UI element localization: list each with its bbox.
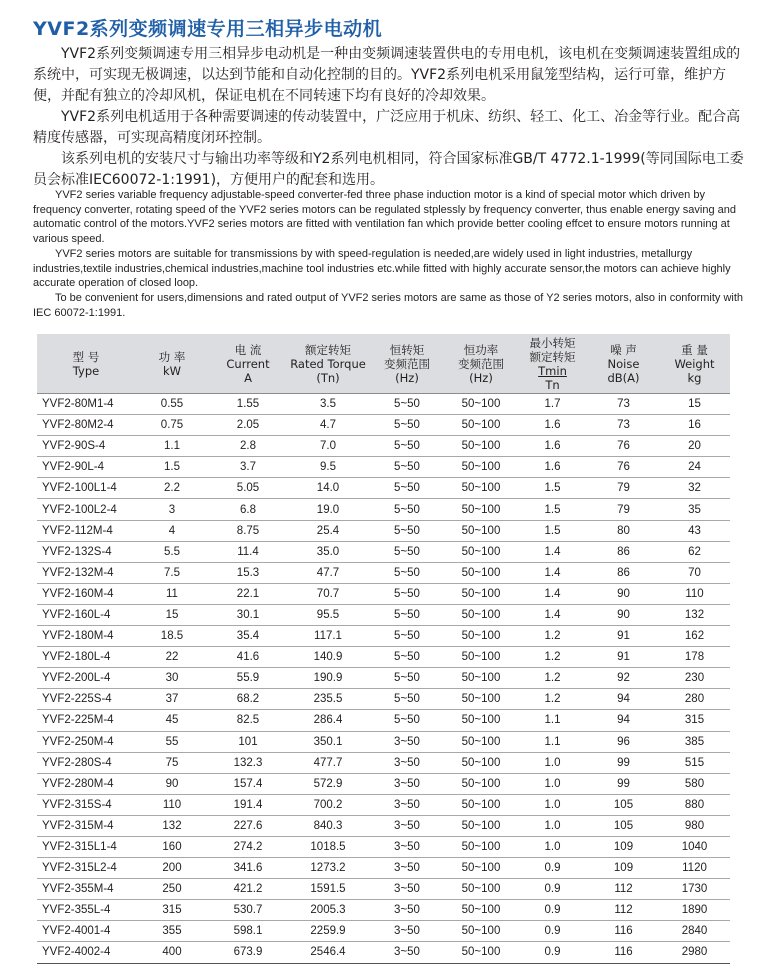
- cell-rated-torque: 47.7: [287, 562, 369, 583]
- cell-constant-torque-range: 5~50: [369, 604, 445, 625]
- cell-noise: 91: [588, 626, 659, 647]
- table-row: [37, 668, 730, 689]
- cell-constant-torque-range: 5~50: [369, 394, 445, 415]
- cell-noise: 109: [588, 858, 659, 879]
- cell-rated-torque: 2546.4: [287, 942, 369, 963]
- cell-current: 35.4: [209, 626, 287, 647]
- cell-constant-power-range: 50~100: [445, 457, 517, 478]
- cell-noise: 76: [588, 436, 659, 457]
- cell-constant-torque-range: 5~50: [369, 520, 445, 541]
- cell-rated-torque: 140.9: [287, 647, 369, 668]
- cell-constant-torque-range: 5~50: [369, 647, 445, 668]
- cell-constant-power-range: 50~100: [445, 752, 517, 773]
- cell-type: YVF2-90L-4: [37, 457, 135, 478]
- cell-current: 8.75: [209, 520, 287, 541]
- cell-rated-torque: 190.9: [287, 668, 369, 689]
- cell-weight: 1730: [659, 879, 730, 900]
- cell-constant-torque-range: 5~50: [369, 478, 445, 499]
- cell-weight: 980: [659, 815, 730, 836]
- table-row: [37, 815, 730, 836]
- cell-constant-power-range: 50~100: [445, 815, 517, 836]
- cell-weight: 2980: [659, 942, 730, 963]
- cell-constant-torque-range: 3~50: [369, 858, 445, 879]
- cell-power: 37: [135, 689, 209, 710]
- cell-type: YVF2-225S-4: [37, 689, 135, 710]
- cell-constant-power-range: 50~100: [445, 499, 517, 520]
- cell-constant-power-range: 50~100: [445, 478, 517, 499]
- cell-noise: 79: [588, 499, 659, 520]
- cell-power: 55: [135, 731, 209, 752]
- cell-power: 400: [135, 942, 209, 963]
- table-row: [37, 879, 730, 900]
- cell-weight: 15: [659, 394, 730, 415]
- cell-current: 2.05: [209, 415, 287, 436]
- cell-constant-power-range: 50~100: [445, 436, 517, 457]
- cell-rated-torque: 2005.3: [287, 900, 369, 921]
- table-row: [37, 900, 730, 921]
- cell-rated-torque: 1018.5: [287, 836, 369, 857]
- table-row: [37, 562, 730, 583]
- cell-constant-torque-range: 3~50: [369, 942, 445, 963]
- cell-weight: 162: [659, 626, 730, 647]
- cell-current: 6.8: [209, 499, 287, 520]
- cell-noise: 86: [588, 541, 659, 562]
- cell-rated-torque: 700.2: [287, 794, 369, 815]
- cell-current: 530.7: [209, 900, 287, 921]
- cell-type: YVF2-160L-4: [37, 604, 135, 625]
- cell-type: YVF2-80M2-4: [37, 415, 135, 436]
- cell-current: 15.3: [209, 562, 287, 583]
- cell-noise: 79: [588, 478, 659, 499]
- cell-power: 110: [135, 794, 209, 815]
- cell-torque-ratio: 1.6: [517, 436, 588, 457]
- cell-type: YVF2-315S-4: [37, 794, 135, 815]
- cell-constant-torque-range: 5~50: [369, 583, 445, 604]
- cell-noise: 105: [588, 815, 659, 836]
- cell-current: 274.2: [209, 836, 287, 857]
- cell-constant-power-range: 50~100: [445, 583, 517, 604]
- cell-torque-ratio: 1.0: [517, 773, 588, 794]
- header-current: 电 流 Current A: [209, 334, 287, 394]
- cell-type: YVF2-355L-4: [37, 900, 135, 921]
- table-row: [37, 499, 730, 520]
- table-body: [37, 394, 730, 964]
- cell-constant-torque-range: 5~50: [369, 457, 445, 478]
- table-row: [37, 794, 730, 815]
- cell-torque-ratio: 1.4: [517, 541, 588, 562]
- cell-noise: 99: [588, 752, 659, 773]
- cell-power: 132: [135, 815, 209, 836]
- cell-type: YVF2-112M-4: [37, 520, 135, 541]
- cell-rated-torque: 477.7: [287, 752, 369, 773]
- cell-weight: 515: [659, 752, 730, 773]
- cell-rated-torque: 1273.2: [287, 858, 369, 879]
- cell-current: 421.2: [209, 879, 287, 900]
- header-type: 型 号 Type: [37, 334, 135, 394]
- cell-constant-torque-range: 3~50: [369, 752, 445, 773]
- cell-torque-ratio: 1.4: [517, 583, 588, 604]
- cell-rated-torque: 2259.9: [287, 921, 369, 942]
- cell-current: 191.4: [209, 794, 287, 815]
- cell-power: 11: [135, 583, 209, 604]
- cell-weight: 178: [659, 647, 730, 668]
- cell-noise: 94: [588, 689, 659, 710]
- cell-constant-power-range: 50~100: [445, 731, 517, 752]
- header-noise: 噪 声 Noise dB(A): [588, 334, 659, 394]
- table-row: [37, 541, 730, 562]
- cell-current: 22.1: [209, 583, 287, 604]
- cell-type: YVF2-180L-4: [37, 647, 135, 668]
- motor-spec-table: [37, 334, 730, 964]
- cell-weight: 16: [659, 415, 730, 436]
- cell-constant-torque-range: 5~50: [369, 710, 445, 731]
- cell-constant-power-range: 50~100: [445, 773, 517, 794]
- cell-current: 1.55: [209, 394, 287, 415]
- cell-constant-power-range: 50~100: [445, 415, 517, 436]
- header-power: 功 率 kW: [135, 334, 209, 394]
- cell-noise: 90: [588, 583, 659, 604]
- cell-power: 250: [135, 879, 209, 900]
- cell-constant-torque-range: 3~50: [369, 731, 445, 752]
- cell-noise: 73: [588, 394, 659, 415]
- cell-weight: 280: [659, 689, 730, 710]
- en-paragraph-intro-text: YVF2 series variable frequency adjustable-speed converter-fed three phase induction motor is a kind of special motor which driven by frequency converter, rotating speed of the YVF2 series motors can be regulated stplessly by frequency converter, thus enable energy saving and automatic control of the motors.YVF2 series motors are fitted with ventilation fan which provide better cooling effcet to ensure motors running at various speed.: [33, 189, 736, 245]
- table-row: [37, 921, 730, 942]
- cell-constant-torque-range: 5~50: [369, 541, 445, 562]
- table-row: [37, 478, 730, 499]
- cell-weight: 62: [659, 541, 730, 562]
- cell-type: YVF2-250M-4: [37, 731, 135, 752]
- cell-weight: 315: [659, 710, 730, 731]
- cell-type: YVF2-132M-4: [37, 562, 135, 583]
- cn-paragraph-standard: [33, 149, 748, 191]
- cell-constant-power-range: 50~100: [445, 562, 517, 583]
- cell-current: 5.05: [209, 478, 287, 499]
- cell-torque-ratio: 1.4: [517, 562, 588, 583]
- cell-rated-torque: 840.3: [287, 815, 369, 836]
- cell-torque-ratio: 1.7: [517, 394, 588, 415]
- cell-current: 341.6: [209, 858, 287, 879]
- cell-constant-power-range: 50~100: [445, 604, 517, 625]
- cell-constant-power-range: 50~100: [445, 900, 517, 921]
- cell-rated-torque: 1591.5: [287, 879, 369, 900]
- cell-type: YVF2-180M-4: [37, 626, 135, 647]
- cn-paragraph-intro-text: YVF2系列变频调速专用三相异步电动机是一种由变频调速装置供电的专用电机，该电机在变频调速装置组成的系统中，可实现无极调速，以达到节能和自动化控制的目的。YVF2系列电机采用鼠笼型结构，运行可靠，维护方便，并配有独立的冷却风机，保证电机在不同转速下均有良好的冷却效果。: [33, 46, 741, 104]
- cell-weight: 385: [659, 731, 730, 752]
- table-row: [37, 604, 730, 625]
- table-row: [37, 394, 730, 415]
- cell-noise: 91: [588, 647, 659, 668]
- cell-power: 0.55: [135, 394, 209, 415]
- cell-current: 11.4: [209, 541, 287, 562]
- table-row: [37, 520, 730, 541]
- cell-weight: 70: [659, 562, 730, 583]
- table-row: [37, 689, 730, 710]
- header-weight: 重 量 Weight kg: [659, 334, 730, 394]
- cell-constant-power-range: 50~100: [445, 794, 517, 815]
- cell-power: 315: [135, 900, 209, 921]
- cell-current: 68.2: [209, 689, 287, 710]
- cell-current: 598.1: [209, 921, 287, 942]
- cell-rated-torque: 70.7: [287, 583, 369, 604]
- cell-current: 157.4: [209, 773, 287, 794]
- cell-type: YVF2-90S-4: [37, 436, 135, 457]
- cell-constant-power-range: 50~100: [445, 689, 517, 710]
- table-row: [37, 942, 730, 963]
- cell-type: YVF2-160M-4: [37, 583, 135, 604]
- table-row: [37, 436, 730, 457]
- cell-weight: 580: [659, 773, 730, 794]
- cell-torque-ratio: 1.0: [517, 815, 588, 836]
- cell-constant-power-range: 50~100: [445, 858, 517, 879]
- cell-type: YVF2-225M-4: [37, 710, 135, 731]
- cell-power: 2.2: [135, 478, 209, 499]
- cell-type: YVF2-315L2-4: [37, 858, 135, 879]
- cell-constant-torque-range: 3~50: [369, 815, 445, 836]
- cell-weight: 880: [659, 794, 730, 815]
- cell-rated-torque: 35.0: [287, 541, 369, 562]
- table-row: [37, 415, 730, 436]
- cell-current: 2.8: [209, 436, 287, 457]
- cell-type: YVF2-100L2-4: [37, 499, 135, 520]
- cell-constant-power-range: 50~100: [445, 626, 517, 647]
- cell-noise: 96: [588, 731, 659, 752]
- cell-constant-torque-range: 3~50: [369, 900, 445, 921]
- cell-rated-torque: 572.9: [287, 773, 369, 794]
- cell-type: YVF2-280S-4: [37, 752, 135, 773]
- cell-torque-ratio: 1.2: [517, 689, 588, 710]
- cell-torque-ratio: 1.5: [517, 478, 588, 499]
- cell-weight: 43: [659, 520, 730, 541]
- cell-torque-ratio: 1.5: [517, 520, 588, 541]
- cell-constant-torque-range: 5~50: [369, 415, 445, 436]
- cell-power: 3: [135, 499, 209, 520]
- cell-power: 160: [135, 836, 209, 857]
- cell-type: YVF2-315M-4: [37, 815, 135, 836]
- table-row: [37, 731, 730, 752]
- cell-type: YVF2-200L-4: [37, 668, 135, 689]
- cell-weight: 110: [659, 583, 730, 604]
- cell-power: 0.75: [135, 415, 209, 436]
- cell-type: YVF2-4002-4: [37, 942, 135, 963]
- cell-power: 18.5: [135, 626, 209, 647]
- cell-torque-ratio: 1.0: [517, 752, 588, 773]
- cell-noise: 80: [588, 520, 659, 541]
- cell-current: 82.5: [209, 710, 287, 731]
- cell-torque-ratio: 1.1: [517, 731, 588, 752]
- cell-rated-torque: 7.0: [287, 436, 369, 457]
- en-paragraph-application-text: YVF2 series motors are suitable for transmissions by with speed-regulation is needed,are widely used in light industries, metallurgy industries,textile industries,chemical industries,machine tool industries etc.while fitted with highly accurate sensor,the motors can achieve highly accurate operation of closed loop.: [33, 248, 731, 289]
- cell-constant-power-range: 50~100: [445, 921, 517, 942]
- table-row: [37, 752, 730, 773]
- cell-power: 15: [135, 604, 209, 625]
- cell-constant-power-range: 50~100: [445, 541, 517, 562]
- cn-paragraph-intro: [33, 44, 748, 107]
- cell-torque-ratio: 0.9: [517, 900, 588, 921]
- cell-weight: 132: [659, 604, 730, 625]
- cell-weight: 32: [659, 478, 730, 499]
- cell-weight: 1120: [659, 858, 730, 879]
- cell-power: 7.5: [135, 562, 209, 583]
- cell-type: YVF2-355M-4: [37, 879, 135, 900]
- cell-constant-power-range: 50~100: [445, 647, 517, 668]
- cell-torque-ratio: 1.4: [517, 604, 588, 625]
- cell-torque-ratio: 1.2: [517, 626, 588, 647]
- cell-constant-torque-range: 5~50: [369, 689, 445, 710]
- header-constant-power-range: 恒功率 变频范围 (Hz): [445, 334, 517, 394]
- page-title: YVF2系列变频调速专用三相异步电动机: [33, 18, 383, 40]
- cell-current: 3.7: [209, 457, 287, 478]
- cell-rated-torque: 3.5: [287, 394, 369, 415]
- en-paragraph-application: [33, 247, 748, 291]
- cell-weight: 24: [659, 457, 730, 478]
- cn-paragraph-application-text: YVF2系列电机适用于各种需要调速的传动装置中，广泛应用于机床、纺织、轻工、化工、冶金等行业。配合高精度传感器，可实现高精度闭环控制。: [33, 109, 741, 146]
- cell-constant-torque-range: 5~50: [369, 562, 445, 583]
- cell-torque-ratio: 0.9: [517, 942, 588, 963]
- cell-rated-torque: 95.5: [287, 604, 369, 625]
- cell-type: YVF2-4001-4: [37, 921, 135, 942]
- cell-noise: 76: [588, 457, 659, 478]
- en-paragraph-intro: [33, 188, 748, 246]
- cell-torque-ratio: 1.2: [517, 668, 588, 689]
- cell-constant-torque-range: 5~50: [369, 436, 445, 457]
- cell-constant-torque-range: 3~50: [369, 836, 445, 857]
- cell-type: YVF2-100L1-4: [37, 478, 135, 499]
- cell-power: 75: [135, 752, 209, 773]
- cell-torque-ratio: 0.9: [517, 921, 588, 942]
- cell-current: 227.6: [209, 815, 287, 836]
- cell-noise: 90: [588, 604, 659, 625]
- cell-constant-power-range: 50~100: [445, 394, 517, 415]
- cell-constant-torque-range: 5~50: [369, 499, 445, 520]
- cell-weight: 1040: [659, 836, 730, 857]
- cell-power: 22: [135, 647, 209, 668]
- cell-constant-power-range: 50~100: [445, 836, 517, 857]
- cell-power: 355: [135, 921, 209, 942]
- cell-type: YVF2-280M-4: [37, 773, 135, 794]
- cell-weight: 20: [659, 436, 730, 457]
- cell-type: YVF2-132S-4: [37, 541, 135, 562]
- cell-constant-power-range: 50~100: [445, 668, 517, 689]
- cell-torque-ratio: 1.2: [517, 647, 588, 668]
- table-row: [37, 710, 730, 731]
- cell-constant-torque-range: 5~50: [369, 668, 445, 689]
- cell-rated-torque: 14.0: [287, 478, 369, 499]
- cell-constant-torque-range: 3~50: [369, 921, 445, 942]
- cell-noise: 99: [588, 773, 659, 794]
- header-torque-ratio: 最小转矩 额定转矩 Tmin Tn: [517, 334, 588, 394]
- cell-type: YVF2-80M1-4: [37, 394, 135, 415]
- cell-current: 30.1: [209, 604, 287, 625]
- cell-torque-ratio: 0.9: [517, 879, 588, 900]
- cell-constant-power-range: 50~100: [445, 879, 517, 900]
- cell-torque-ratio: 1.5: [517, 499, 588, 520]
- cell-current: 55.9: [209, 668, 287, 689]
- header-constant-torque-range: 恒转矩 变频范围 (Hz): [369, 334, 445, 394]
- cell-power: 200: [135, 858, 209, 879]
- cell-noise: 73: [588, 415, 659, 436]
- cell-power: 5.5: [135, 541, 209, 562]
- cell-noise: 112: [588, 900, 659, 921]
- cell-current: 41.6: [209, 647, 287, 668]
- cell-rated-torque: 25.4: [287, 520, 369, 541]
- cell-weight: 230: [659, 668, 730, 689]
- cell-rated-torque: 9.5: [287, 457, 369, 478]
- cell-rated-torque: 286.4: [287, 710, 369, 731]
- cell-weight: 1890: [659, 900, 730, 921]
- cell-noise: 94: [588, 710, 659, 731]
- cell-current: 101: [209, 731, 287, 752]
- cell-constant-power-range: 50~100: [445, 520, 517, 541]
- cell-weight: 35: [659, 499, 730, 520]
- cell-power: 1.5: [135, 457, 209, 478]
- cell-noise: 116: [588, 942, 659, 963]
- cell-rated-torque: 117.1: [287, 626, 369, 647]
- table-row: [37, 836, 730, 857]
- cell-constant-torque-range: 3~50: [369, 794, 445, 815]
- cell-noise: 92: [588, 668, 659, 689]
- cell-noise: 109: [588, 836, 659, 857]
- cell-type: YVF2-315L1-4: [37, 836, 135, 857]
- cell-noise: 112: [588, 879, 659, 900]
- cell-constant-power-range: 50~100: [445, 710, 517, 731]
- cn-paragraph-application: [33, 107, 748, 149]
- cell-torque-ratio: 0.9: [517, 858, 588, 879]
- table-row: [37, 773, 730, 794]
- cell-power: 90: [135, 773, 209, 794]
- cell-rated-torque: 19.0: [287, 499, 369, 520]
- cell-noise: 86: [588, 562, 659, 583]
- table-row: [37, 583, 730, 604]
- cell-current: 132.3: [209, 752, 287, 773]
- cell-torque-ratio: 1.0: [517, 836, 588, 857]
- cell-constant-torque-range: 3~50: [369, 879, 445, 900]
- cell-power: 30: [135, 668, 209, 689]
- en-paragraph-standard: [33, 291, 748, 320]
- cell-constant-torque-range: 5~50: [369, 626, 445, 647]
- cell-constant-power-range: 50~100: [445, 942, 517, 963]
- cell-rated-torque: 235.5: [287, 689, 369, 710]
- cell-rated-torque: 350.1: [287, 731, 369, 752]
- table-row: [37, 626, 730, 647]
- cell-current: 673.9: [209, 942, 287, 963]
- cn-paragraph-standard-text: 该系列电机的安装尺寸与输出功率等级和Y2系列电机相同，符合国家标准GB/T 4772.1-1999(等同国际电工委员会标准IEC60072-1:1991)，方便用户的配套和选用。: [33, 151, 744, 188]
- cell-constant-torque-range: 3~50: [369, 773, 445, 794]
- table-header-row: [37, 334, 730, 394]
- cell-weight: 2840: [659, 921, 730, 942]
- cell-power: 1.1: [135, 436, 209, 457]
- table-row: [37, 858, 730, 879]
- header-rated-torque: 额定转矩 Rated Torque (Tn): [287, 334, 369, 394]
- table-row: [37, 457, 730, 478]
- cell-torque-ratio: 1.6: [517, 415, 588, 436]
- cell-power: 4: [135, 520, 209, 541]
- en-paragraph-standard-text: To be convenient for users,dimensions and rated output of YVF2 series motors are same as those of Y2 series motors, also in conformity with IEC 60072-1:1991.: [33, 292, 744, 319]
- cell-torque-ratio: 1.1: [517, 710, 588, 731]
- table-row: [37, 647, 730, 668]
- cell-rated-torque: 4.7: [287, 415, 369, 436]
- cell-torque-ratio: 1.0: [517, 794, 588, 815]
- cell-torque-ratio: 1.6: [517, 457, 588, 478]
- cell-noise: 105: [588, 794, 659, 815]
- cell-power: 45: [135, 710, 209, 731]
- cell-noise: 116: [588, 921, 659, 942]
